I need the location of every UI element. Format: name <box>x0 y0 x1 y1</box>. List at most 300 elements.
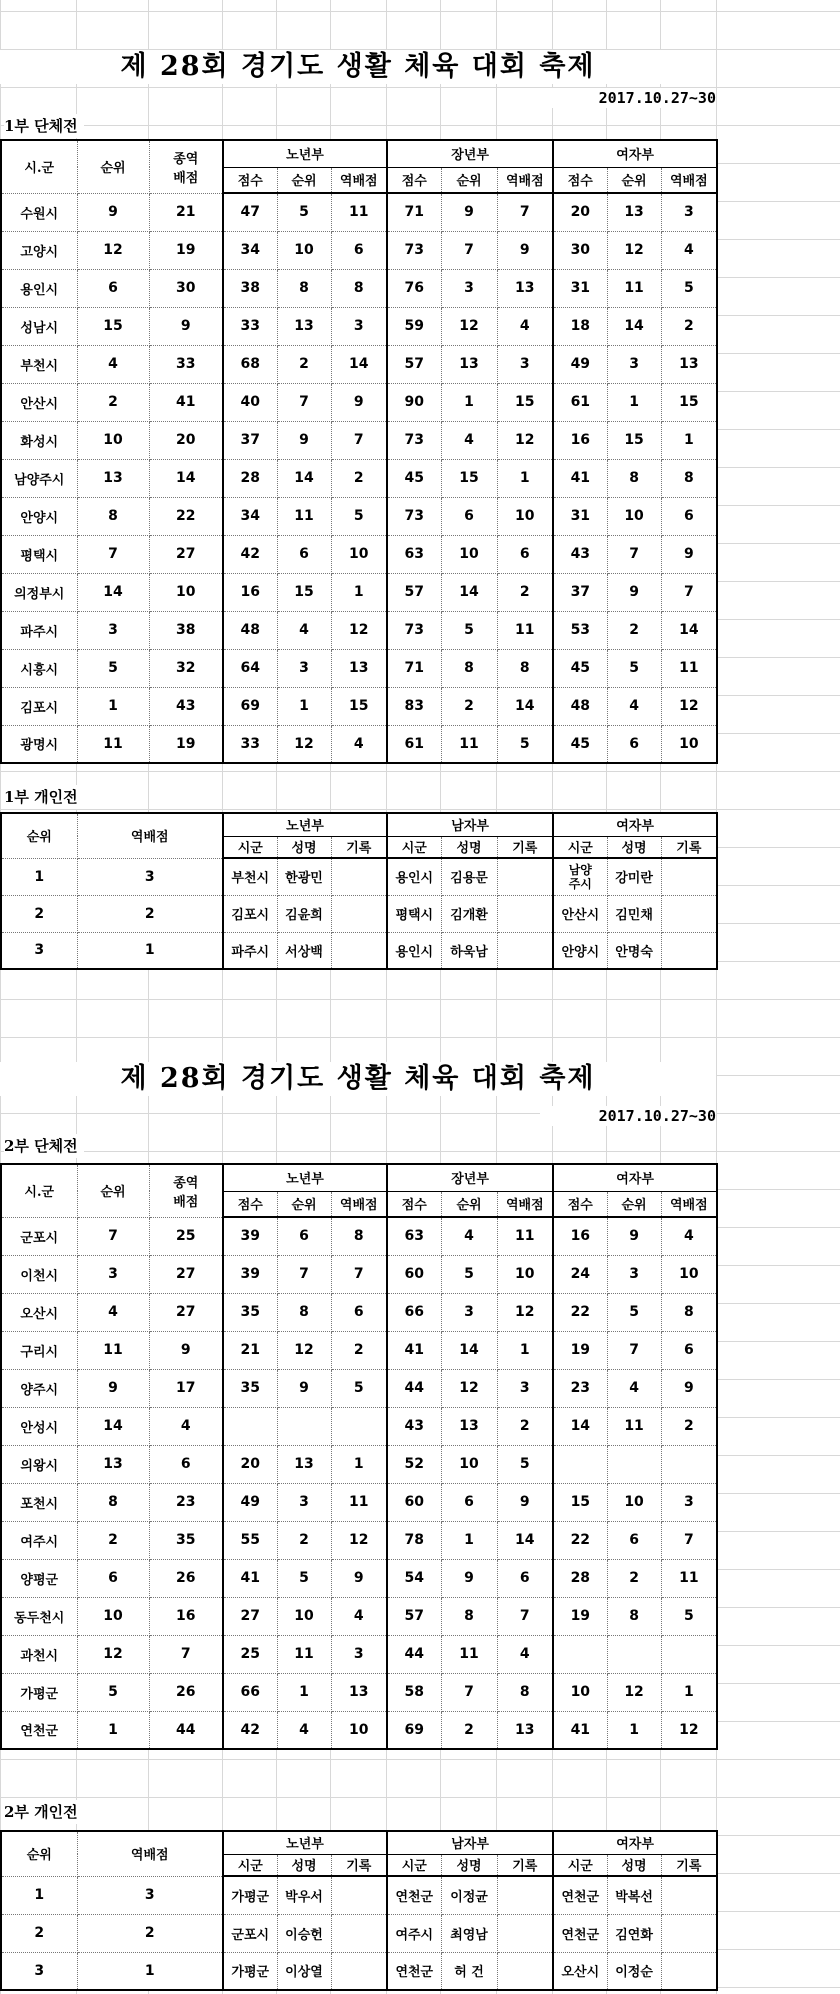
table-cell: 2 <box>77 1914 223 1952</box>
table-cell: 김윤희 <box>277 895 331 932</box>
table-cell: 14 <box>661 611 717 649</box>
table-row <box>1 1445 717 1483</box>
header-sub: 시군 <box>553 1854 607 1876</box>
table-cell: 28 <box>223 459 277 497</box>
city-name: 양평군 <box>1 1559 77 1597</box>
header-sub: 성명 <box>441 1854 497 1876</box>
table-cell: 13 <box>497 269 553 307</box>
header-sub: 순위 <box>277 167 331 193</box>
city-name: 평택시 <box>1 535 77 573</box>
table-cell: 3 <box>331 1635 387 1673</box>
table-row <box>1 1711 717 1749</box>
table-cell <box>661 895 717 932</box>
table-cell <box>661 1445 717 1483</box>
table-row <box>1 687 717 725</box>
table-cell: 68 <box>223 345 277 383</box>
table-cell <box>331 932 387 969</box>
table-cell: 6 <box>77 269 149 307</box>
table-cell: 9 <box>77 1369 149 1407</box>
table-cell: 9 <box>331 383 387 421</box>
table-cell: 연천군 <box>387 1952 441 1990</box>
table-cell: 6 <box>331 1293 387 1331</box>
table-cell: 45 <box>553 649 607 687</box>
table-row <box>1 421 717 459</box>
table-cell: 13 <box>607 193 661 231</box>
header-sub: 역배점 <box>331 1191 387 1217</box>
table-row <box>1 345 717 383</box>
grid-line <box>0 771 840 772</box>
table-cell: 7 <box>331 1255 387 1293</box>
table-cell: 13 <box>661 345 717 383</box>
grid-line <box>0 1151 840 1152</box>
event-date-1: 2017.10.27~30 <box>540 88 716 108</box>
header-sub: 시군 <box>387 836 441 858</box>
table-cell: 13 <box>441 1407 497 1445</box>
table-cell: 71 <box>387 193 441 231</box>
table-cell: 6 <box>661 1331 717 1369</box>
table-row <box>1 1876 717 1914</box>
table-cell <box>661 1952 717 1990</box>
table-row <box>1 725 717 763</box>
table-row <box>1 1635 717 1673</box>
table-row <box>1 932 717 969</box>
table-cell: 2 <box>497 1407 553 1445</box>
table-cell: 14 <box>441 1331 497 1369</box>
table-cell: 10 <box>277 1597 331 1635</box>
header-total: 종역 배점 <box>149 1164 223 1217</box>
table-cell: 21 <box>149 193 223 231</box>
header-rank: 순위 <box>1 1831 77 1876</box>
grid-line <box>0 11 840 12</box>
table-cell: 63 <box>387 535 441 573</box>
header-group-women: 여자부 <box>553 813 717 836</box>
team-heading-2: 2부 단체전 <box>4 1134 84 1158</box>
table-cell: 1 <box>607 1711 661 1749</box>
table-cell: 오산시 <box>553 1952 607 1990</box>
header-sub: 기록 <box>661 836 717 858</box>
table-cell: 12 <box>497 1293 553 1331</box>
table-cell: 14 <box>277 459 331 497</box>
table-cell: 8 <box>277 269 331 307</box>
table-cell <box>553 1445 607 1483</box>
city-name: 고양시 <box>1 231 77 269</box>
table-cell: 43 <box>387 1407 441 1445</box>
header-sub: 역배점 <box>661 167 717 193</box>
table-cell: 6 <box>661 497 717 535</box>
table-cell: 5 <box>277 193 331 231</box>
table-cell: 3 <box>441 269 497 307</box>
table-cell: 3 <box>497 1369 553 1407</box>
table-cell: 44 <box>387 1369 441 1407</box>
table-cell: 39 <box>223 1217 277 1255</box>
table-cell: 박복선 <box>607 1876 661 1914</box>
table-cell: 1 <box>497 459 553 497</box>
table-cell: 11 <box>661 649 717 687</box>
table-cell: 49 <box>223 1483 277 1521</box>
table-cell: 52 <box>387 1445 441 1483</box>
table-cell: 20 <box>553 193 607 231</box>
table-row <box>1 193 717 231</box>
header-sub: 기록 <box>497 1854 553 1876</box>
table-cell: 11 <box>441 725 497 763</box>
table-cell: 3 <box>77 611 149 649</box>
city-name: 양주시 <box>1 1369 77 1407</box>
table-cell: 6 <box>277 535 331 573</box>
header-group-senior: 노년부 <box>223 813 387 836</box>
table-cell: 6 <box>497 1559 553 1597</box>
header-sub: 시군 <box>553 836 607 858</box>
table-cell: 37 <box>553 573 607 611</box>
table-cell: 서상백 <box>277 932 331 969</box>
table-cell: 45 <box>387 459 441 497</box>
grid-line <box>0 999 840 1000</box>
table-cell: 3 <box>1 932 77 969</box>
table-cell: 31 <box>553 269 607 307</box>
header-sub: 기록 <box>661 1854 717 1876</box>
table-cell: 2 <box>77 383 149 421</box>
table-cell: 58 <box>387 1673 441 1711</box>
table-cell: 김연화 <box>607 1914 661 1952</box>
table-cell: 5 <box>77 649 149 687</box>
table-cell: 48 <box>223 611 277 649</box>
table-cell: 41 <box>553 1711 607 1749</box>
table-cell: 3 <box>331 307 387 345</box>
header-rank: 순위 <box>77 1164 149 1217</box>
table-cell: 5 <box>77 1673 149 1711</box>
table-cell: 1 <box>77 932 223 969</box>
table-cell: 1 <box>1 858 77 895</box>
grid-line <box>0 1759 840 1760</box>
table-cell: 5 <box>441 1255 497 1293</box>
city-name: 안성시 <box>1 1407 77 1445</box>
header-sub: 시군 <box>223 1854 277 1876</box>
header-total: 종역 배점 <box>149 140 223 193</box>
city-name: 성남시 <box>1 307 77 345</box>
table-cell: 24 <box>553 1255 607 1293</box>
table-cell: 4 <box>441 1217 497 1255</box>
table-cell: 14 <box>497 1521 553 1559</box>
table-cell: 8 <box>277 1293 331 1331</box>
city-name: 의정부시 <box>1 573 77 611</box>
table-cell <box>331 1876 387 1914</box>
table-cell: 69 <box>387 1711 441 1749</box>
table-cell: 43 <box>553 535 607 573</box>
table-cell: 8 <box>661 459 717 497</box>
table-row <box>1 1483 717 1521</box>
table-cell: 2 <box>441 1711 497 1749</box>
city-name: 과천시 <box>1 1635 77 1673</box>
page-title-1: 제 28회 경기도 생활 체육 대회 축제 <box>0 50 716 84</box>
table-cell: 13 <box>331 1673 387 1711</box>
table-cell: 30 <box>553 231 607 269</box>
header-sub: 점수 <box>553 167 607 193</box>
table-cell: 6 <box>277 1217 331 1255</box>
table-cell: 90 <box>387 383 441 421</box>
table-cell: 12 <box>441 1369 497 1407</box>
city-name: 시흥시 <box>1 649 77 687</box>
city-name: 안양시 <box>1 497 77 535</box>
table-cell: 44 <box>387 1635 441 1673</box>
city-name: 포천시 <box>1 1483 77 1521</box>
table-cell: 60 <box>387 1483 441 1521</box>
table-cell: 4 <box>661 231 717 269</box>
table-cell: 7 <box>441 231 497 269</box>
table-row <box>1 573 717 611</box>
table-cell: 7 <box>607 535 661 573</box>
table-cell: 22 <box>553 1293 607 1331</box>
table-cell: 15 <box>277 573 331 611</box>
table-cell: 1 <box>277 1673 331 1711</box>
table-cell: 11 <box>441 1635 497 1673</box>
table-cell: 14 <box>441 573 497 611</box>
table-cell: 12 <box>441 307 497 345</box>
table-cell: 35 <box>149 1521 223 1559</box>
header-sub: 기록 <box>331 836 387 858</box>
header-sub: 순위 <box>441 1191 497 1217</box>
table-cell: 강미란 <box>607 858 661 895</box>
table-cell: 부천시 <box>223 858 277 895</box>
page-title-2: 제 28회 경기도 생활 체육 대회 축제 <box>0 1062 716 1096</box>
table-cell: 1 <box>331 1445 387 1483</box>
table-cell: 48 <box>553 687 607 725</box>
table-cell: 8 <box>607 459 661 497</box>
table-cell: 6 <box>149 1445 223 1483</box>
table-cell: 1 <box>441 383 497 421</box>
table-cell: 73 <box>387 497 441 535</box>
header-sub: 역배점 <box>497 1191 553 1217</box>
table-cell: 2 <box>331 459 387 497</box>
table-cell: 44 <box>149 1711 223 1749</box>
table-cell: 5 <box>441 611 497 649</box>
table-cell: 7 <box>277 383 331 421</box>
table-cell: 3 <box>497 345 553 383</box>
table-cell: 13 <box>331 649 387 687</box>
table-cell: 19 <box>553 1331 607 1369</box>
table-cell: 10 <box>441 1445 497 1483</box>
table-cell: 42 <box>223 1711 277 1749</box>
table-cell <box>497 932 553 969</box>
table-cell: 35 <box>223 1293 277 1331</box>
header-sub: 성명 <box>277 836 331 858</box>
table-cell: 3 <box>441 1293 497 1331</box>
table-cell <box>497 1876 553 1914</box>
header-sub: 점수 <box>387 1191 441 1217</box>
table-cell: 43 <box>149 687 223 725</box>
table-cell: 허 건 <box>441 1952 497 1990</box>
table-cell: 4 <box>441 421 497 459</box>
table-cell: 8 <box>441 1597 497 1635</box>
table-cell: 7 <box>661 1521 717 1559</box>
table-cell <box>607 1445 661 1483</box>
table-cell: 57 <box>387 573 441 611</box>
header-sub: 역배점 <box>331 167 387 193</box>
indiv-table-2 <box>0 1830 718 1991</box>
city-name: 동두천시 <box>1 1597 77 1635</box>
table-row <box>1 307 717 345</box>
table-cell: 53 <box>553 611 607 649</box>
indiv-heading-1: 1부 개인전 <box>4 785 84 809</box>
table-cell: 8 <box>607 1597 661 1635</box>
table-cell: 1 <box>497 1331 553 1369</box>
table-cell: 김개환 <box>441 895 497 932</box>
table-cell: 14 <box>553 1407 607 1445</box>
team-table-1 <box>0 139 718 764</box>
table-cell: 10 <box>331 535 387 573</box>
grid-line <box>0 1797 840 1798</box>
table-cell: 10 <box>497 1255 553 1293</box>
table-cell: 1 <box>331 573 387 611</box>
table-cell: 9 <box>149 1331 223 1369</box>
table-cell: 6 <box>441 1483 497 1521</box>
table-cell: 57 <box>387 1597 441 1635</box>
table-cell <box>331 895 387 932</box>
header-group-women: 여자부 <box>553 140 717 167</box>
header-sub: 성명 <box>607 1854 661 1876</box>
table-cell: 3 <box>607 1255 661 1293</box>
table-cell: 35 <box>223 1369 277 1407</box>
header-sub: 순위 <box>607 1191 661 1217</box>
table-row <box>1 1217 717 1255</box>
table-cell: 8 <box>661 1293 717 1331</box>
table-cell: 83 <box>387 687 441 725</box>
table-cell: 9 <box>441 1559 497 1597</box>
table-cell: 9 <box>77 193 149 231</box>
table-cell: 61 <box>553 383 607 421</box>
table-cell: 2 <box>277 345 331 383</box>
table-cell: 14 <box>77 573 149 611</box>
table-cell: 30 <box>149 269 223 307</box>
header-group-middle: 장년부 <box>387 1164 553 1191</box>
table-cell: 남양 주시 <box>553 858 607 895</box>
table-cell: 3 <box>277 1483 331 1521</box>
table-cell: 2 <box>661 307 717 345</box>
header-group-senior: 노년부 <box>223 1831 387 1854</box>
table-cell: 23 <box>553 1369 607 1407</box>
table-cell: 20 <box>223 1445 277 1483</box>
table-row <box>1 649 717 687</box>
table-cell: 7 <box>331 421 387 459</box>
table-cell: 1 <box>77 687 149 725</box>
table-cell: 여주시 <box>387 1914 441 1952</box>
table-cell: 4 <box>77 1293 149 1331</box>
header-group-women: 여자부 <box>553 1164 717 1191</box>
event-date-2: 2017.10.27~30 <box>540 1106 716 1126</box>
table-row <box>1 535 717 573</box>
table-cell: 9 <box>331 1559 387 1597</box>
table-cell: 3 <box>77 1876 223 1914</box>
table-cell: 연천군 <box>553 1876 607 1914</box>
header-group-men: 남자부 <box>387 813 553 836</box>
table-cell: 7 <box>441 1673 497 1711</box>
table-cell: 14 <box>331 345 387 383</box>
table-cell: 64 <box>223 649 277 687</box>
table-cell: 가평군 <box>223 1876 277 1914</box>
header-sub: 순위 <box>277 1191 331 1217</box>
header-sub: 기록 <box>497 836 553 858</box>
table-cell: 9 <box>607 573 661 611</box>
table-cell: 13 <box>77 1445 149 1483</box>
table-cell: 10 <box>497 497 553 535</box>
city-name: 광명시 <box>1 725 77 763</box>
city-name: 의왕시 <box>1 1445 77 1483</box>
indiv-heading-2: 2부 개인전 <box>4 1800 84 1824</box>
table-row <box>1 1559 717 1597</box>
table-cell: 1 <box>77 1711 149 1749</box>
table-cell: 11 <box>607 1407 661 1445</box>
table-cell: 16 <box>223 573 277 611</box>
header-city: 시.군 <box>1 1164 77 1217</box>
table-cell: 2 <box>607 1559 661 1597</box>
table-cell: 3 <box>1 1952 77 1990</box>
table-cell <box>607 1635 661 1673</box>
city-name: 수원시 <box>1 193 77 231</box>
city-name: 이천시 <box>1 1255 77 1293</box>
header-group-middle: 장년부 <box>387 140 553 167</box>
table-cell: 7 <box>149 1635 223 1673</box>
table-cell: 박우서 <box>277 1876 331 1914</box>
table-cell: 13 <box>497 1711 553 1749</box>
table-cell: 69 <box>223 687 277 725</box>
table-cell: 66 <box>223 1673 277 1711</box>
table-cell: 7 <box>607 1331 661 1369</box>
table-cell: 60 <box>387 1255 441 1293</box>
table-cell: 3 <box>277 649 331 687</box>
table-cell: 4 <box>497 307 553 345</box>
table-row <box>1 858 717 895</box>
header-sub: 시군 <box>223 836 277 858</box>
table-cell: 4 <box>607 687 661 725</box>
table-cell: 11 <box>661 1559 717 1597</box>
table-cell: 12 <box>607 231 661 269</box>
table-cell: 11 <box>277 1635 331 1673</box>
table-row <box>1 1369 717 1407</box>
table-cell <box>331 1952 387 1990</box>
indiv-table-1 <box>0 812 718 970</box>
table-cell: 13 <box>277 307 331 345</box>
header-sub: 성명 <box>441 836 497 858</box>
table-cell: 11 <box>331 193 387 231</box>
table-cell: 9 <box>497 1483 553 1521</box>
table-cell: 이정순 <box>607 1952 661 1990</box>
table-cell: 12 <box>607 1673 661 1711</box>
table-cell: 20 <box>149 421 223 459</box>
table-cell: 2 <box>497 573 553 611</box>
table-cell: 최영남 <box>441 1914 497 1952</box>
table-cell: 이상열 <box>277 1952 331 1990</box>
table-cell: 73 <box>387 231 441 269</box>
table-cell: 9 <box>277 421 331 459</box>
table-cell: 12 <box>497 421 553 459</box>
table-cell: 8 <box>77 497 149 535</box>
table-cell: 3 <box>77 1255 149 1293</box>
header-sub: 순위 <box>607 167 661 193</box>
table-cell <box>497 1914 553 1952</box>
table-cell: 32 <box>149 649 223 687</box>
table-cell: 연천군 <box>553 1914 607 1952</box>
table-cell: 49 <box>553 345 607 383</box>
header-sub: 역배점 <box>497 167 553 193</box>
table-cell: 10 <box>661 725 717 763</box>
table-cell: 10 <box>441 535 497 573</box>
table-cell: 용인시 <box>387 932 441 969</box>
city-name: 부천시 <box>1 345 77 383</box>
table-cell: 22 <box>149 497 223 535</box>
header-group-women: 여자부 <box>553 1831 717 1854</box>
table-cell: 26 <box>149 1673 223 1711</box>
table-cell: 12 <box>331 611 387 649</box>
table-cell: 11 <box>331 1483 387 1521</box>
table-cell: 10 <box>607 1483 661 1521</box>
